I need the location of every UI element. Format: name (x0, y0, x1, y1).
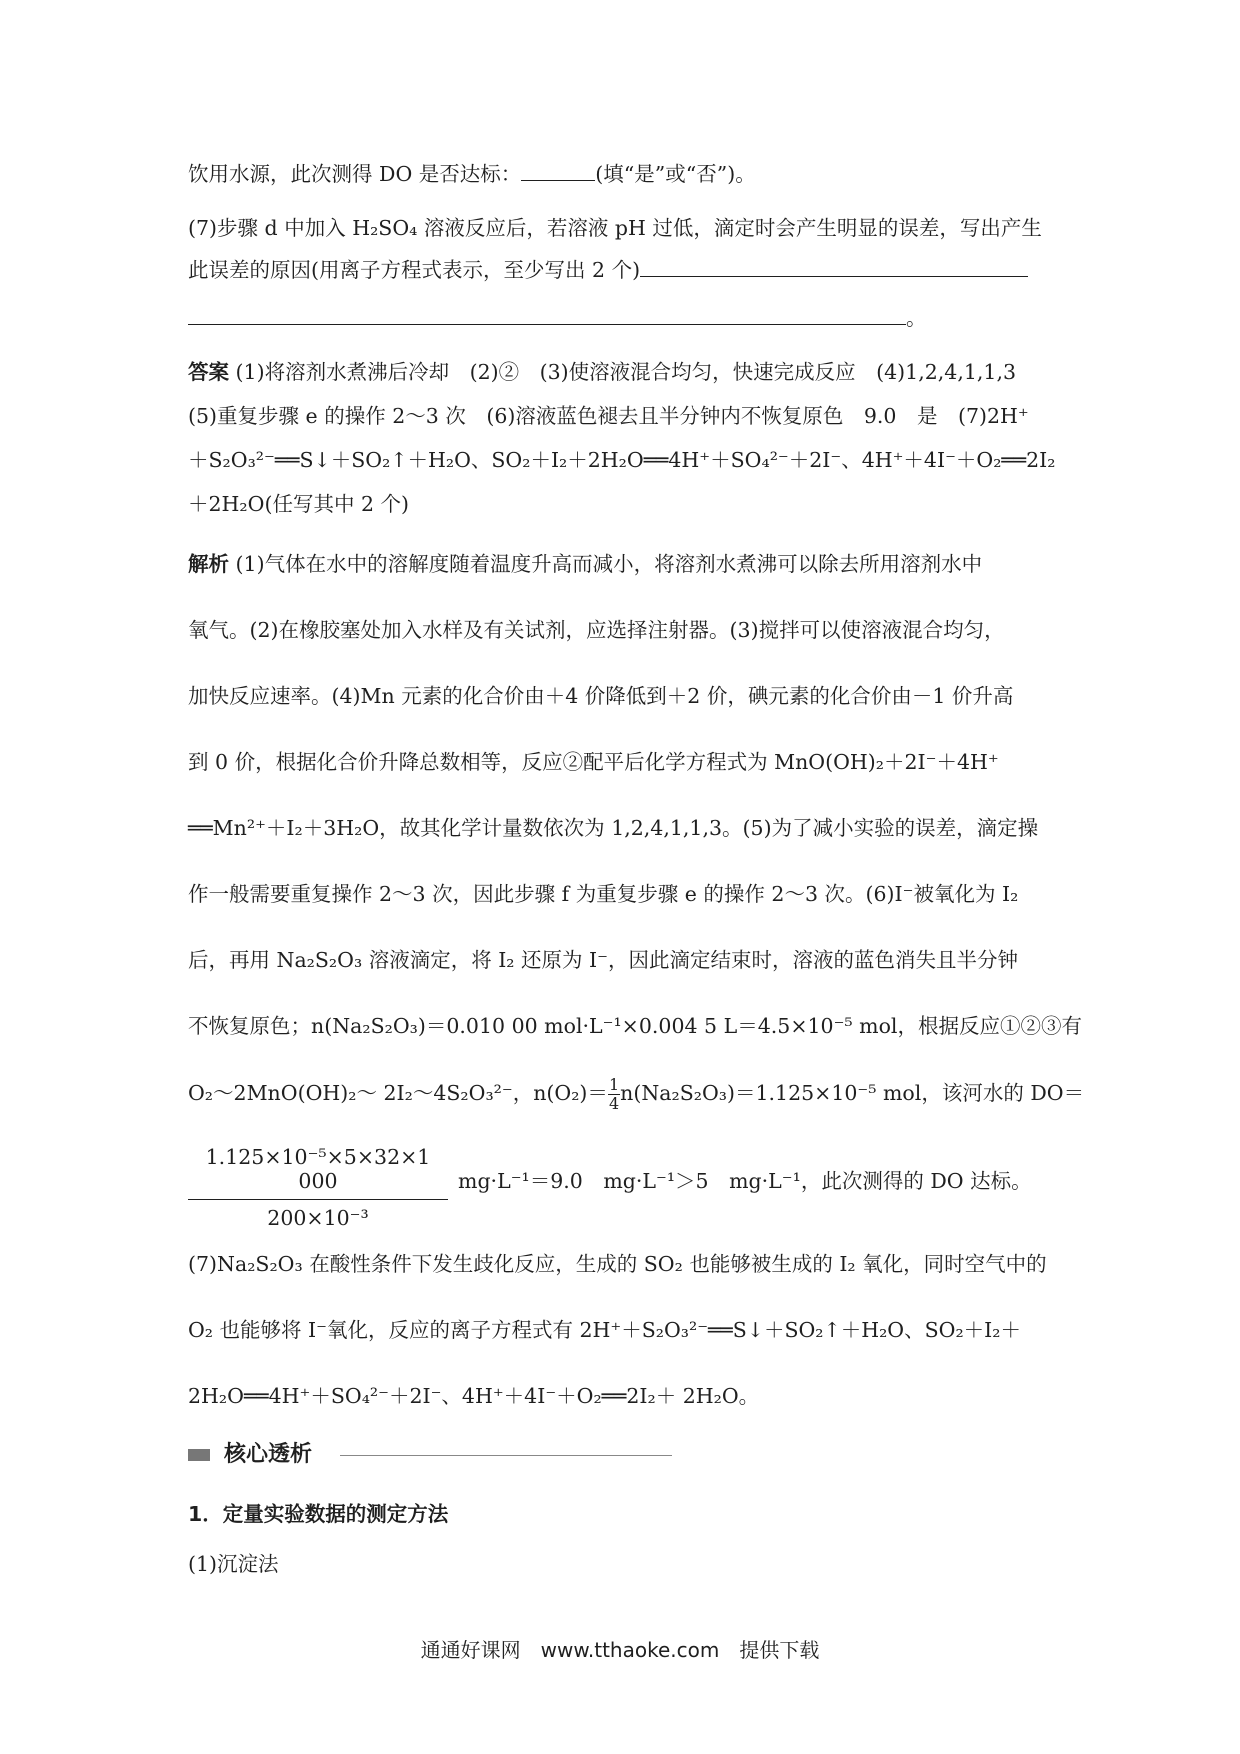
quarter-fraction-denominator: 4 (608, 1094, 620, 1113)
analysis-label: 解析 (188, 552, 229, 576)
analysis-line-2: 氧气。(2)在橡胶塞处加入水样及有关试剂，应选择注射器。(3)搅拌可以使溶液混合均匀， (188, 618, 1005, 642)
q6-suffix: (填“是”或“否”)。 (595, 162, 756, 186)
do-fraction (188, 1145, 448, 1230)
answer-label: 答案 (188, 360, 229, 384)
quarter-fraction (608, 1076, 620, 1113)
answer-line-1-text: (1)将溶剂水煮沸后冷却 (2)② (3)使溶液混合均匀，快速完成反应 (4)1,2,4,1,1,3 (235, 360, 1017, 384)
q6-text: 饮用水源，此次测得 DO 是否达标： (188, 162, 522, 186)
section-divider (340, 1455, 672, 1456)
analysis-line-1 (188, 550, 1058, 578)
q6-line (188, 160, 1058, 188)
q7-line-3-end: 。 (906, 306, 927, 330)
section-item-1-1: (1)沉淀法 (188, 1552, 279, 1576)
q7-line-3 (188, 304, 1058, 332)
analysis-line-11: (7)Na₂S₂O₃ 在酸性条件下发生歧化反应，生成的 SO₂ 也能够被生成的 I₂ 氧化，同时空气中的 (188, 1252, 1047, 1276)
q7-blank-1 (640, 258, 1028, 277)
answer-line-4: ＋2H₂O(任写其中 2 个) (188, 492, 410, 516)
quarter-fraction-numerator: 1 (608, 1075, 620, 1094)
analysis-line-9 (188, 1075, 1085, 1113)
analysis-line-1-text: (1)气体在水中的溶解度随着温度升高而减小，将溶剂水煮沸可以除去所用溶剂水中 (235, 552, 983, 576)
section-heading (188, 1438, 688, 1472)
section-item-1: 1．定量实验数据的测定方法 (188, 1502, 449, 1526)
q7-blank-2 (188, 306, 906, 325)
answer-line-2: (5)重复步骤 e 的操作 2～3 次 (6)溶液蓝色褪去且半分钟内不恢复原色 9.0 是 (7)2H⁺ (188, 404, 1029, 428)
analysis-line-6: 作一般需要重复操作 2～3 次，因此步骤 f 为重复步骤 e 的操作 2～3 次。(6)I⁻被氧化为 I₂ (188, 882, 1019, 906)
analysis-line-12: O₂ 也能够将 I⁻氧化，反应的离子方程式有 2H⁺＋S₂O₃²⁻══S↓＋SO₂↑＋H₂O、SO₂＋I₂＋ (188, 1318, 1021, 1342)
do-fraction-numerator: 1.125×10⁻⁵×5×32×1 000 (188, 1145, 448, 1200)
section-title: 核心透析 (224, 1442, 313, 1467)
q7-line-2 (188, 256, 1058, 284)
analysis-line-13: 2H₂O══4H⁺＋SO₄²⁻＋2I⁻、4H⁺＋4I⁻＋O₂══2I₂＋ 2H₂O。 (188, 1384, 760, 1408)
analysis-line-7: 后，再用 Na₂S₂O₃ 溶液滴定，将 I₂ 还原为 I⁻，因此滴定结束时，溶液的蓝色消失且半分钟 (188, 948, 1018, 972)
analysis-line-9-a: O₂～2MnO(OH)₂～ 2I₂～4S₂O₃²⁻，n(O₂)＝ (188, 1081, 608, 1105)
analysis-line-3: 加快反应速率。(4)Mn 元素的化合价由＋4 价降低到＋2 价，碘元素的化合价由－1 价升高 (188, 684, 1014, 708)
answer-line-1 (188, 358, 1058, 386)
analysis-line-8: 不恢复原色；n(Na₂S₂O₃)＝0.010 00 mol·L⁻¹×0.004 5 L＝4.5×10⁻⁵ mol，根据反应①②③有 (188, 1014, 1082, 1038)
analysis-line-9-b: n(Na₂S₂O₃)＝1.125×10⁻⁵ mol，该河水的 DO＝ (620, 1081, 1085, 1105)
footer: 通通好课网 www.tthaoke.com 提供下载 (420, 1638, 820, 1662)
do-fraction-denominator: 200×10⁻³ (267, 1206, 369, 1230)
answer-line-3: ＋S₂O₃²⁻══S↓＋SO₂↑＋H₂O、SO₂＋I₂＋2H₂O══4H⁺＋SO₄²⁻＋2I⁻、4H⁺＋4I⁻＋O₂══2I₂ (188, 448, 1056, 472)
q7-line-2-text: 此误差的原因(用离子方程式表示，至少写出 2 个) (188, 258, 641, 282)
analysis-line-4: 到 0 价，根据化合价升降总数相等，反应②配平后化学方程式为 MnO(OH)₂＋2I⁻＋4H⁺ (188, 750, 999, 774)
section-marker (188, 1449, 210, 1461)
q7-line-1: (7)步骤 d 中加入 H₂SO₄ 溶液反应后，若溶液 pH 过低，滴定时会产生明显的误差，写出产生 (188, 216, 1042, 240)
q6-blank (521, 162, 595, 181)
analysis-line-10: mg·L⁻¹＝9.0 mg·L⁻¹＞5 mg·L⁻¹，此次测得的 DO 达标。 (458, 1169, 1032, 1193)
analysis-line-5: ══Mn²⁺＋I₂＋3H₂O，故其化学计量数依次为 1,2,4,1,1,3。(5)为了减小实验的误差，滴定操 (188, 816, 1039, 840)
